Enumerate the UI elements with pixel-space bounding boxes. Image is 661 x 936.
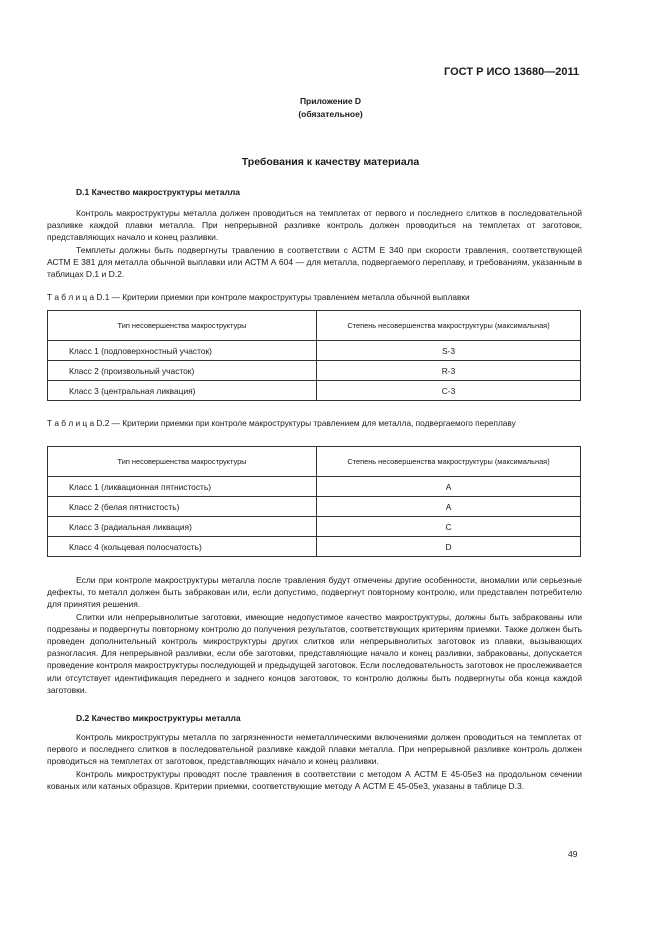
table-d1 bbox=[47, 310, 581, 401]
d2-heading: D.2 Качество микроструктуры металла bbox=[76, 713, 241, 723]
d2-paragraph-2: Контроль микроструктуры проводят после травления в соответствии с методом А АСТМ Е 45-05е3 на продольном сечении кованых или катаных образцов. Критерии приемки, соответствующие методу А АСТМ Е 45-05е3, указаны в таблице D.3. bbox=[47, 768, 582, 791]
paragraph: Если при контроле макроструктуры металла после травления будут отмечены другие особенности, аномалии или серьезные дефекты, то металл должен быть забракован или, если допустимо, подвергнут повторному контролю, или представлен потребителю для принятия решения. bbox=[47, 575, 582, 610]
d1-heading: D.1 Качество макроструктуры металла bbox=[76, 187, 241, 197]
table-cell: C-3 bbox=[317, 381, 581, 401]
table-cell: A bbox=[317, 497, 581, 517]
annex-title: Приложение D bbox=[299, 96, 362, 106]
table1-caption: Т а б л и ц а D.1 — Критерии приемки при контроле макроструктуры травлением металла обычной выплавки bbox=[47, 292, 470, 302]
table-row bbox=[48, 341, 581, 361]
table-d2 bbox=[47, 446, 581, 557]
table-cell: D bbox=[317, 537, 581, 557]
d1-paragraph-1: Контроль макроструктуры металла должен проводиться на темплетах от первого и последнего слитков в последовательной разливке каждой плавки металла. При непрерывной разливке контроль должен проводиться на темплетах от заготовок, представляющих начало и конец разливки. bbox=[47, 208, 582, 243]
annex-heading bbox=[0, 95, 661, 121]
d2-paragraph-1: Контроль микроструктуры металла по загрязненности неметаллическими включениями должен проводиться на темплетах от первого и последнего слитков в последовательной разливке каждой плавки металла. При непрерывной разливке контроль должен проводиться на темплетах от заготовок, представляющих начало и конец разливки. bbox=[47, 732, 582, 767]
table-row bbox=[48, 517, 581, 537]
table-row bbox=[48, 537, 581, 557]
post-table-text bbox=[47, 574, 582, 696]
table-row bbox=[48, 361, 581, 381]
d1-paragraph-2: Темплеты должны быть подвергнуты травлению в соответствии с АСТМ Е 340 при скорости травления, соответствующей АСТМ Е 381 для металла обычной выплавки или АСТМ А 604 — для металла, подвергаемого переплаву, и требованиям, указанным в таблицах D.1 и D.2. bbox=[47, 244, 582, 280]
section-title: Требования к качеству материала bbox=[241, 156, 420, 168]
table-cell: R-3 bbox=[317, 361, 581, 381]
table-header-row bbox=[48, 447, 581, 477]
table-cell: Класс 4 (кольцевая полосчатость) bbox=[48, 537, 317, 557]
table-header-cell: Степень несовершенства макроструктуры (максимальная) bbox=[317, 447, 581, 477]
table-cell: S-3 bbox=[317, 341, 581, 361]
table-cell: C bbox=[317, 517, 581, 537]
table-header-cell: Тип несовершенства макроструктуры bbox=[48, 311, 317, 341]
table-row bbox=[48, 477, 581, 497]
table-cell: Класс 3 (радиальная ликвация) bbox=[48, 517, 317, 537]
table-cell: Класс 2 (белая пятнистость) bbox=[48, 497, 317, 517]
table-header-cell: Степень несовершенства макроструктуры (максимальная) bbox=[317, 311, 581, 341]
d2-text bbox=[47, 731, 582, 792]
table-cell: A bbox=[317, 477, 581, 497]
table-cell: Класс 1 (подповерхностный участок) bbox=[48, 341, 317, 361]
d1-text bbox=[47, 207, 582, 280]
table-row bbox=[48, 497, 581, 517]
paragraph: Слитки или непрерывнолитые заготовки, имеющие недопустимое качество макроструктуры, должны быть забракованы или подрезаны и подвергнуты повторному контролю до получения результатов, соответствующих критериям приемки. Также должен быть проведен дополнительный контроль микроструктуры других слитков или непрерывнолитых заготовок из плавки, вызывающих разногласия. Для непрерывной разливки, если обе заготовки, представляющие начало и конец разливки, забракованы, допускается проведение контроля макроструктуры последующей и предыдущей заготовок. Если последовательность заготовок не прослеживается или отсутствует идентификация переднего и заднего концов заготовок, то контролю должны быть подвергнуты оба конца каждой заготовки. bbox=[47, 611, 582, 695]
table-row bbox=[48, 381, 581, 401]
table-cell: Класс 2 (произвольный участок) bbox=[48, 361, 317, 381]
page-number: 49 bbox=[568, 849, 578, 859]
table-header-row bbox=[48, 311, 581, 341]
table2-caption: Т а б л и ц а D.2 — Критерии приемки при контроле макроструктуры травлением для металла, подвергаемого переплаву bbox=[47, 418, 516, 428]
table-cell: Класс 3 (центральная ликвация) bbox=[48, 381, 317, 401]
table-header-cell: Тип несовершенства макроструктуры bbox=[48, 447, 317, 477]
annex-status: (обязательное) bbox=[298, 109, 363, 119]
document-code: ГОСТ Р ИСО 13680—2011 bbox=[444, 66, 580, 78]
table-cell: Класс 1 (ликвационная пятнистость) bbox=[48, 477, 317, 497]
